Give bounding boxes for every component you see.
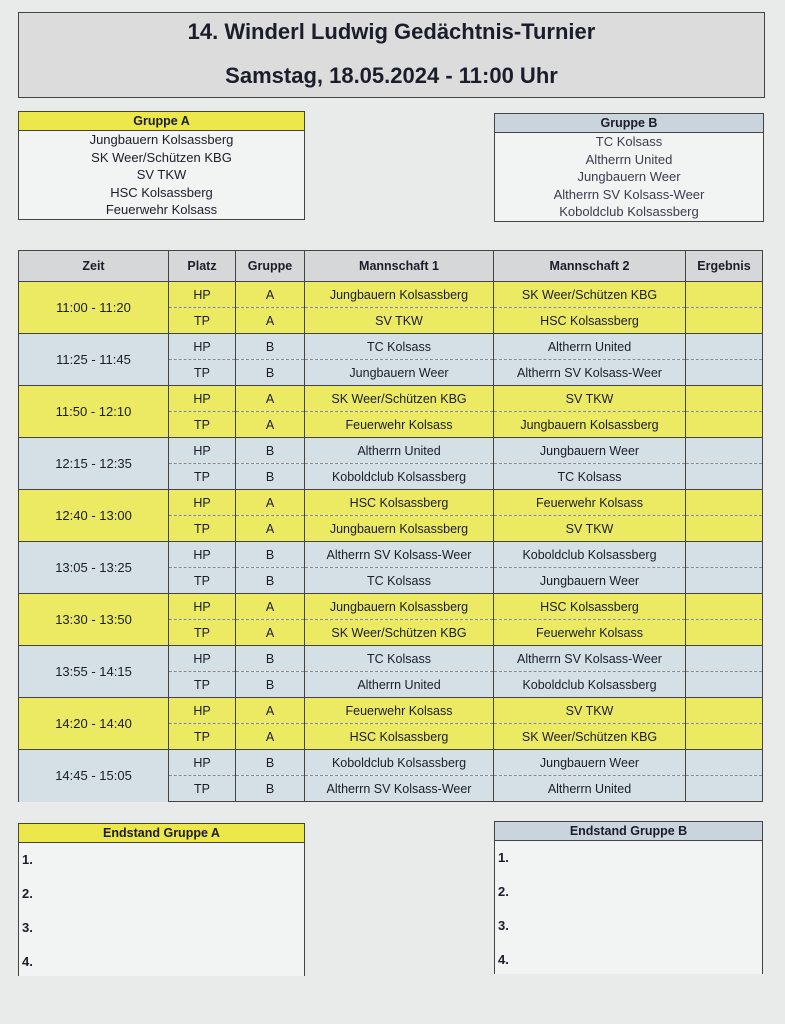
group-a-team: Feuerwehr Kolsass xyxy=(105,202,218,217)
platz-cell: TP xyxy=(169,516,236,542)
gruppe-cell: B xyxy=(236,542,305,568)
team2-cell: Feuerwehr Kolsass xyxy=(494,620,686,646)
result-cell[interactable] xyxy=(686,698,763,724)
match-row xyxy=(19,594,763,620)
page-subtitle: Samstag, 18.05.2024 - 11:00 Uhr xyxy=(225,63,558,88)
group-b-box xyxy=(494,113,764,222)
team2-cell: Altherrn United xyxy=(494,776,686,802)
team1-cell: Altherrn SV Kolsass-Weer xyxy=(305,776,494,802)
gruppe-cell: B xyxy=(236,568,305,594)
team1-cell: Koboldclub Kolsassberg xyxy=(305,750,494,776)
gruppe-cell: B xyxy=(236,438,305,464)
result-cell[interactable] xyxy=(686,308,763,334)
team2-cell: SV TKW xyxy=(494,386,686,412)
platz-cell: HP xyxy=(169,438,236,464)
group-b-team: Altherrn SV Kolsass-Weer xyxy=(553,186,705,202)
group-a-title: Gruppe A xyxy=(19,112,304,131)
platz-cell: HP xyxy=(169,594,236,620)
match-row xyxy=(19,646,763,672)
gruppe-cell: B xyxy=(236,464,305,490)
team2-cell: Altherrn United xyxy=(494,334,686,360)
platz-cell: HP xyxy=(169,282,236,308)
time-cell: 11:50 - 12:10 xyxy=(19,386,169,438)
platz-cell: TP xyxy=(169,360,236,386)
result-cell[interactable] xyxy=(686,490,763,516)
col-header-gruppe: Gruppe xyxy=(236,251,305,282)
final-a-place[interactable]: 3. xyxy=(22,920,33,935)
platz-cell: HP xyxy=(169,542,236,568)
gruppe-cell: B xyxy=(236,646,305,672)
col-header-ergebnis: Ergebnis xyxy=(686,251,763,282)
platz-cell: TP xyxy=(169,724,236,750)
col-header-mannschaft-1: Mannschaft 1 xyxy=(305,251,494,282)
team2-cell: HSC Kolsassberg xyxy=(494,594,686,620)
gruppe-cell: B xyxy=(236,334,305,360)
final-a-place[interactable]: 2. xyxy=(22,886,33,901)
match-row xyxy=(19,282,763,308)
team1-cell: Feuerwehr Kolsass xyxy=(305,412,494,438)
team2-cell: SV TKW xyxy=(494,516,686,542)
platz-cell: TP xyxy=(169,672,236,698)
match-row xyxy=(19,750,763,776)
team1-cell: Feuerwehr Kolsass xyxy=(305,698,494,724)
gruppe-cell: B xyxy=(236,672,305,698)
gruppe-cell: A xyxy=(236,490,305,516)
gruppe-cell: B xyxy=(236,750,305,776)
team2-cell: HSC Kolsassberg xyxy=(494,308,686,334)
team1-cell: Altherrn United xyxy=(305,438,494,464)
result-cell[interactable] xyxy=(686,750,763,776)
col-header-platz: Platz xyxy=(169,251,236,282)
page-header xyxy=(18,12,765,98)
col-header-zeit: Zeit xyxy=(19,251,169,282)
gruppe-cell: A xyxy=(236,282,305,308)
match-row xyxy=(19,386,763,412)
team2-cell: Jungbauern Kolsassberg xyxy=(494,412,686,438)
gruppe-cell: A xyxy=(236,386,305,412)
schedule-header-row xyxy=(19,251,763,282)
team1-cell: SV TKW xyxy=(305,308,494,334)
result-cell[interactable] xyxy=(686,438,763,464)
team2-cell: SV TKW xyxy=(494,698,686,724)
result-cell[interactable] xyxy=(686,464,763,490)
group-a-team: HSC Kolsassberg xyxy=(110,184,213,200)
final-b-place[interactable]: 3. xyxy=(498,918,509,933)
result-cell[interactable] xyxy=(686,360,763,386)
platz-cell: HP xyxy=(169,490,236,516)
group-b-title: Gruppe B xyxy=(495,114,763,133)
team2-cell: Koboldclub Kolsassberg xyxy=(494,542,686,568)
result-cell[interactable] xyxy=(686,412,763,438)
team1-cell: HSC Kolsassberg xyxy=(305,724,494,750)
result-cell[interactable] xyxy=(686,724,763,750)
group-a-team: SV TKW xyxy=(136,167,187,182)
match-row xyxy=(19,438,763,464)
team2-cell: Feuerwehr Kolsass xyxy=(494,490,686,516)
final-a-place[interactable]: 1. xyxy=(22,852,33,867)
team1-cell: TC Kolsass xyxy=(305,646,494,672)
gruppe-cell: B xyxy=(236,776,305,802)
group-b-team: Altherrn United xyxy=(585,151,673,167)
gruppe-cell: A xyxy=(236,698,305,724)
final-b-place[interactable]: 1. xyxy=(498,850,509,865)
team1-cell: Koboldclub Kolsassberg xyxy=(305,464,494,490)
result-cell[interactable] xyxy=(686,386,763,412)
gruppe-cell: A xyxy=(236,620,305,646)
result-cell[interactable] xyxy=(686,568,763,594)
result-cell[interactable] xyxy=(686,282,763,308)
page-title: 14. Winderl Ludwig Gedächtnis-Turnier xyxy=(187,19,596,44)
platz-cell: HP xyxy=(169,386,236,412)
team1-cell: Jungbauern Weer xyxy=(305,360,494,386)
match-row xyxy=(19,334,763,360)
result-cell[interactable] xyxy=(686,334,763,360)
final-b-title: Endstand Gruppe B xyxy=(495,822,762,841)
final-b-place[interactable]: 2. xyxy=(498,884,509,899)
gruppe-cell: A xyxy=(236,724,305,750)
group-a-box xyxy=(18,111,305,220)
group-b-team: Koboldclub Kolsassberg xyxy=(559,204,699,219)
platz-cell: HP xyxy=(169,334,236,360)
platz-cell: HP xyxy=(169,698,236,724)
platz-cell: TP xyxy=(169,464,236,490)
team1-cell: SK Weer/Schützen KBG xyxy=(305,620,494,646)
team1-cell: Altherrn United xyxy=(305,672,494,698)
result-cell[interactable] xyxy=(686,646,763,672)
team2-cell: Altherrn SV Kolsass-Weer xyxy=(494,646,686,672)
final-a-title: Endstand Gruppe A xyxy=(19,824,304,843)
platz-cell: TP xyxy=(169,776,236,802)
platz-cell: TP xyxy=(169,308,236,334)
group-b-team: Jungbauern Weer xyxy=(577,169,681,184)
result-cell[interactable] xyxy=(686,516,763,542)
final-b-place[interactable]: 4. xyxy=(498,952,509,967)
gruppe-cell: A xyxy=(236,308,305,334)
final-standings-group-b xyxy=(494,821,763,974)
result-cell[interactable] xyxy=(686,542,763,568)
gruppe-cell: A xyxy=(236,412,305,438)
team2-cell: Jungbauern Weer xyxy=(494,568,686,594)
group-a-team: SK Weer/Schützen KBG xyxy=(91,149,232,165)
match-row xyxy=(19,490,763,516)
time-cell: 11:25 - 11:45 xyxy=(19,334,169,386)
result-cell[interactable] xyxy=(686,620,763,646)
result-cell[interactable] xyxy=(686,776,763,802)
platz-cell: TP xyxy=(169,620,236,646)
result-cell[interactable] xyxy=(686,672,763,698)
team2-cell: SK Weer/Schützen KBG xyxy=(494,724,686,750)
group-a-team: Jungbauern Kolsassberg xyxy=(89,132,234,147)
match-row xyxy=(19,542,763,568)
team1-cell: Jungbauern Kolsassberg xyxy=(305,282,494,308)
result-cell[interactable] xyxy=(686,594,763,620)
time-cell: 12:15 - 12:35 xyxy=(19,438,169,490)
time-cell: 14:45 - 15:05 xyxy=(19,750,169,802)
final-standings-group-a xyxy=(18,823,305,976)
gruppe-cell: B xyxy=(236,360,305,386)
time-cell: 11:00 - 11:20 xyxy=(19,282,169,334)
time-cell: 12:40 - 13:00 xyxy=(19,490,169,542)
final-a-place[interactable]: 4. xyxy=(22,954,33,969)
group-b-team: TC Kolsass xyxy=(595,134,663,149)
time-cell: 13:30 - 13:50 xyxy=(19,594,169,646)
team2-cell: Koboldclub Kolsassberg xyxy=(494,672,686,698)
team1-cell: HSC Kolsassberg xyxy=(305,490,494,516)
team1-cell: Jungbauern Kolsassberg xyxy=(305,516,494,542)
team1-cell: SK Weer/Schützen KBG xyxy=(305,386,494,412)
col-header-mannschaft-2: Mannschaft 2 xyxy=(494,251,686,282)
team1-cell: TC Kolsass xyxy=(305,334,494,360)
team1-cell: Altherrn SV Kolsass-Weer xyxy=(305,542,494,568)
platz-cell: HP xyxy=(169,750,236,776)
platz-cell: TP xyxy=(169,568,236,594)
time-cell: 14:20 - 14:40 xyxy=(19,698,169,750)
gruppe-cell: A xyxy=(236,594,305,620)
team1-cell: TC Kolsass xyxy=(305,568,494,594)
team2-cell: Altherrn SV Kolsass-Weer xyxy=(494,360,686,386)
team2-cell: TC Kolsass xyxy=(494,464,686,490)
team2-cell: Jungbauern Weer xyxy=(494,438,686,464)
schedule-table xyxy=(18,250,763,802)
team1-cell: Jungbauern Kolsassberg xyxy=(305,594,494,620)
team2-cell: SK Weer/Schützen KBG xyxy=(494,282,686,308)
time-cell: 13:05 - 13:25 xyxy=(19,542,169,594)
time-cell: 13:55 - 14:15 xyxy=(19,646,169,698)
match-row xyxy=(19,698,763,724)
team2-cell: Jungbauern Weer xyxy=(494,750,686,776)
platz-cell: HP xyxy=(169,646,236,672)
platz-cell: TP xyxy=(169,412,236,438)
gruppe-cell: A xyxy=(236,516,305,542)
